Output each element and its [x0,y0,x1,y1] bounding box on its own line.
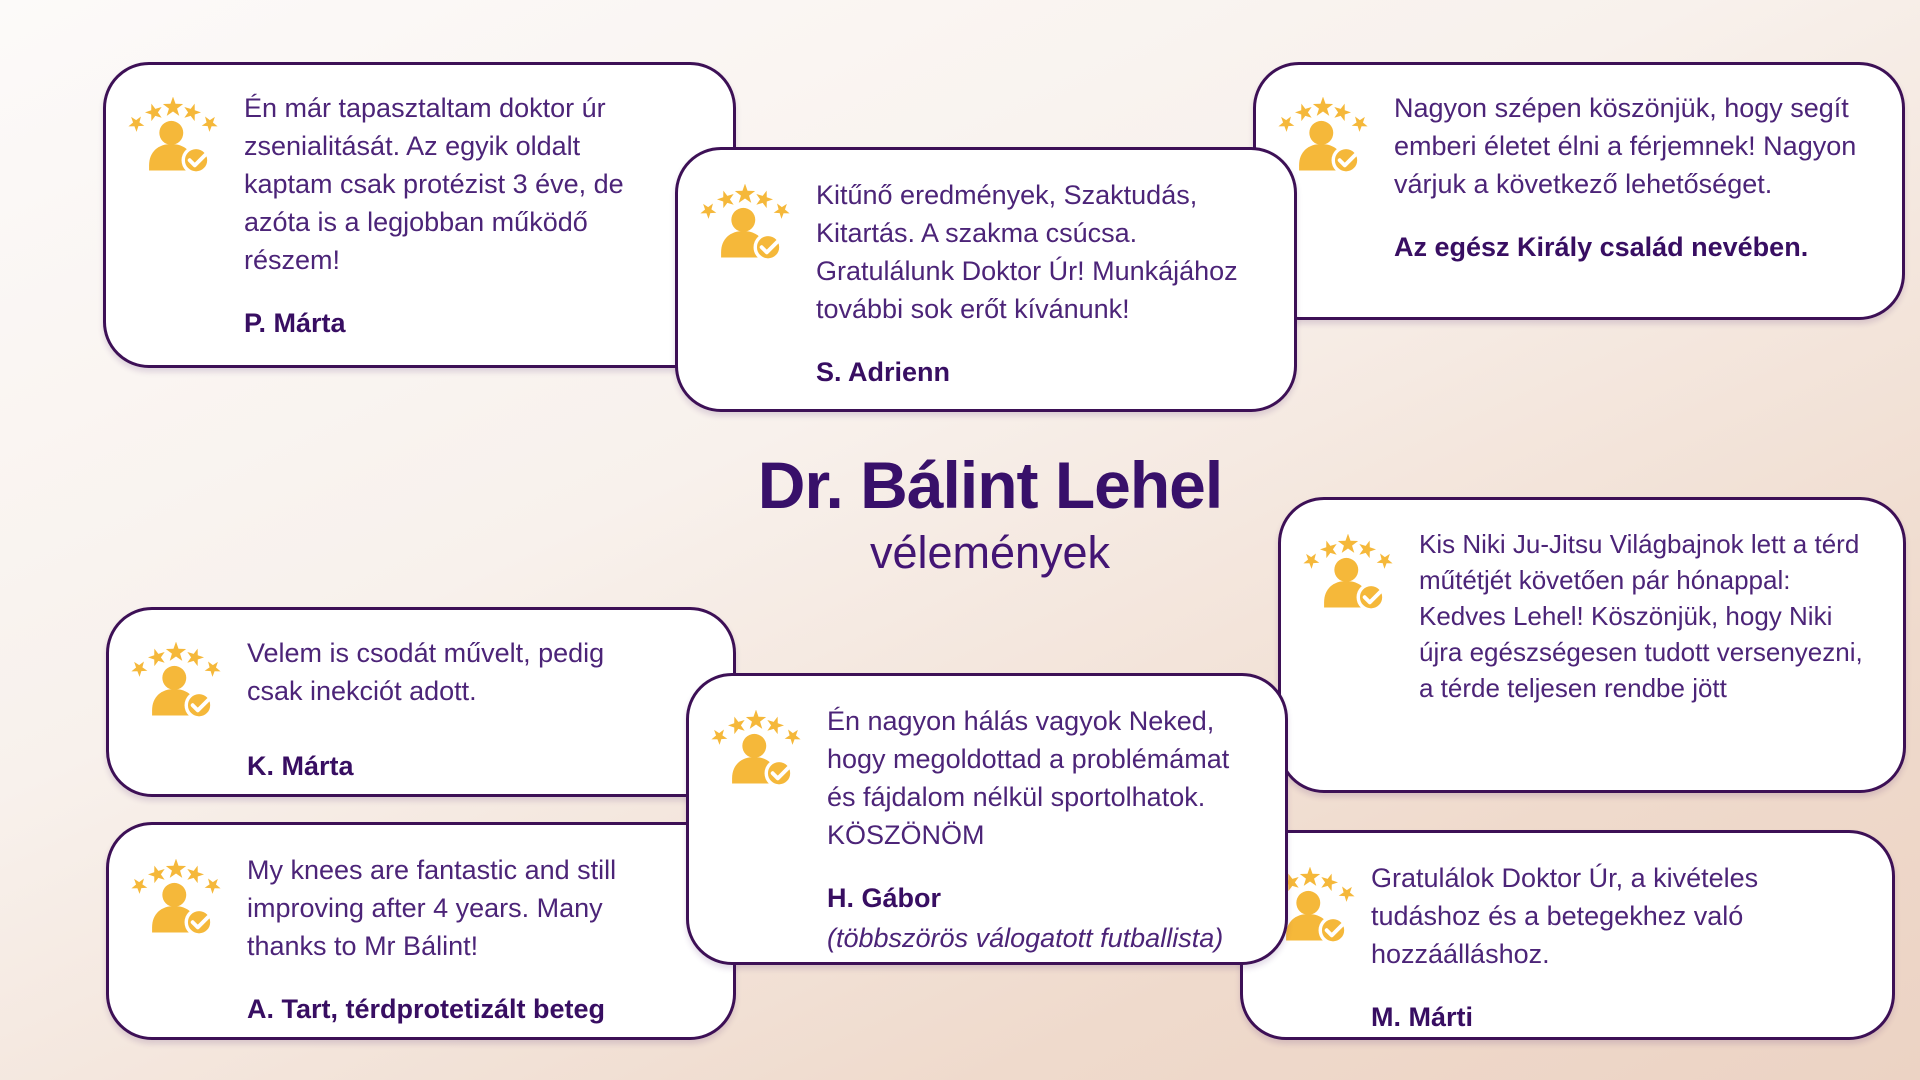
testimonial-body [247,634,709,782]
testimonial-text: My knees are fantastic and still improving after 4 years. Many thanks to Mr Bálint! [247,855,617,961]
testimonial-text: Én nagyon hálás vagyok Neked, hogy megoldottad a problémámat és fájdalom nélkül sportolhatok. KÖSZÖNÖM [827,706,1230,850]
testimonial-card-s-adrienn [675,147,1297,412]
five-star-verified-user-icon [129,642,223,724]
testimonial-body [827,702,1265,955]
testimonial-text: Gratulálok Doktor Úr, a kivételes tudáshoz és a betegekhez való hozzáálláshoz. [1371,863,1759,969]
five-star-verified-user-icon [129,859,223,941]
testimonial-body [1371,859,1868,1033]
testimonial-text: Nagyon szépen köszönjük, hogy segít emberi életet élni a férjemnek! Nagyon várjuk a következő lehetőséget. [1394,93,1857,199]
five-star-verified-user-icon [126,97,220,179]
testimonial-author: K. Márta [247,751,354,781]
page-title: Dr. Bálint Lehel [757,448,1223,522]
testimonial-body [247,851,709,1025]
page-title-block [620,448,1360,580]
testimonial-card-p-marta [103,62,736,368]
five-star-verified-user-icon [698,184,792,266]
testimonial-text: Én már tapasztaltam doktor úr zsenialitását. Az egyik oldalt kaptam csak protézist 3 éve, de azóta is a legjobban működő részem! [244,93,624,275]
testimonial-card-m-marti [1240,830,1895,1040]
testimonial-author-role: (többszörös válogatott futballista) [827,923,1224,953]
testimonial-card-kiraly-family [1253,62,1905,320]
testimonial-author: P. Márta [244,308,346,338]
testimonial-author: M. Márti [1371,1002,1474,1032]
five-star-verified-user-icon [1276,97,1370,179]
testimonial-author: Az egész Király család nevében. [1394,232,1809,262]
testimonial-author: H. Gábor [827,883,942,913]
testimonial-card-kis-niki [1278,497,1906,793]
testimonial-card-a-tart [106,822,736,1040]
testimonial-body [1394,89,1878,263]
testimonial-author: A. Tart, térdprotetizált beteg [247,994,606,1024]
testimonial-author: S. Adrienn [816,357,951,387]
testimonial-card-k-marta [106,607,736,797]
testimonial-body [816,176,1270,388]
testimonial-text: Kis Niki Ju-Jitsu Világbajnok lett a térd műtétjét követően pár hónappal: [1419,529,1860,595]
testimonial-body [244,89,709,339]
page-subtitle: vélemények [869,527,1111,578]
testimonial-card-h-gabor [686,673,1288,965]
five-star-verified-user-icon [709,710,803,792]
testimonial-body [1419,526,1881,706]
testimonial-text-2: Kedves Lehel! Köszönjük, hogy Niki újra egészségesen tudott versenyezni, a térde teljesen rendbe jött [1419,601,1863,703]
testimonial-text: Kitűnő eredmények, Szaktudás, Kitartás. A szakma csúcsa. Gratulálunk Doktor Úr! Munkájához további sok erőt kívánunk! [816,180,1238,324]
testimonial-text: Velem is csodát művelt, pedig csak inekciót adott. [247,638,605,706]
